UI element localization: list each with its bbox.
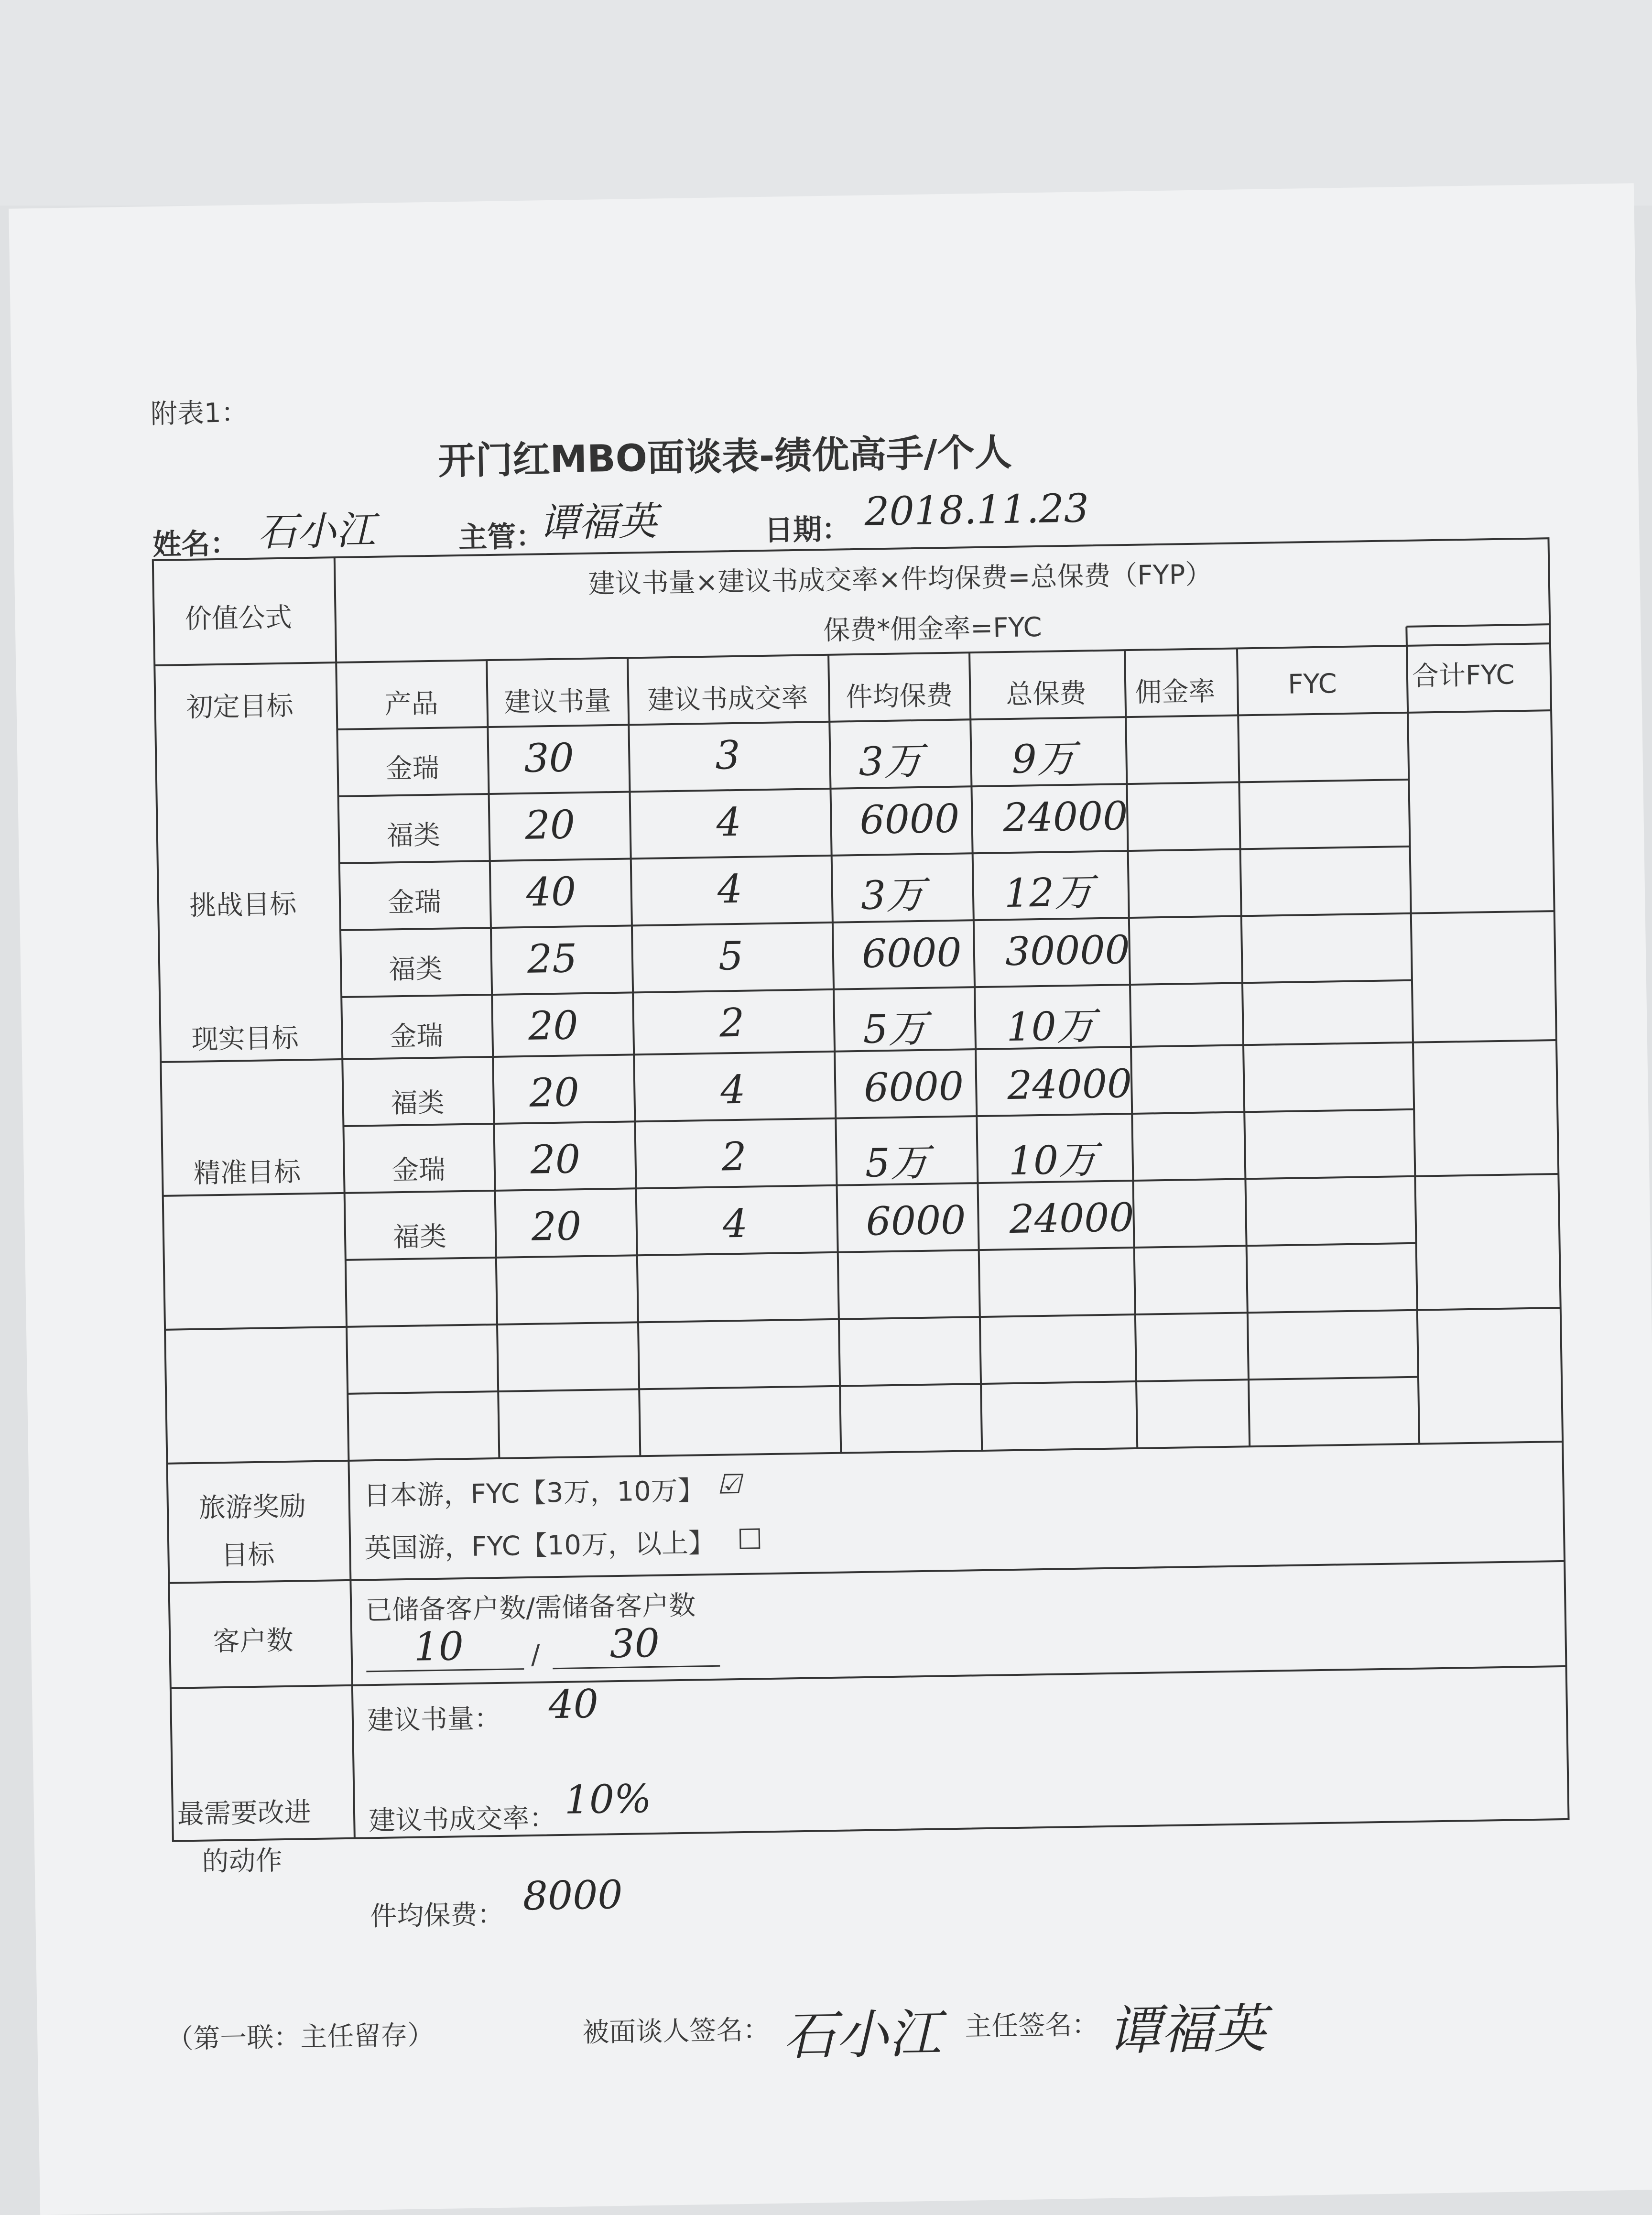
director-label: 主任签名： bbox=[964, 2009, 1099, 2042]
clients-caption: 已储备客户数/需储备客户数 bbox=[365, 1590, 696, 1627]
checkbox-checked-icon: ☑ bbox=[717, 1468, 742, 1500]
qty-cell: 20 bbox=[524, 802, 576, 848]
header-total: 总保费 bbox=[1005, 678, 1087, 711]
improve-label-1: 最需要改进 bbox=[177, 1797, 312, 1830]
date-value: 2018.11.23 bbox=[864, 486, 1089, 535]
rate-cell: 4 bbox=[716, 799, 742, 846]
total-cell: 24000 bbox=[1009, 1194, 1135, 1243]
group-label-initial: 初定目标 bbox=[186, 690, 294, 723]
travel-option-uk: 英国游，FYC【10万，以上】 bbox=[364, 1527, 716, 1564]
product-cell: 金瑞 bbox=[385, 752, 440, 785]
improve-avg-value: 8000 bbox=[522, 1872, 623, 1920]
rate-cell: 4 bbox=[722, 1201, 748, 1247]
qty-cell: 20 bbox=[531, 1204, 582, 1250]
clients-reserved-value: 10 bbox=[413, 1624, 464, 1670]
header-fyc: FYC bbox=[1287, 668, 1337, 700]
group-label-challenge: 挑战目标 bbox=[189, 889, 297, 922]
supervisor-label: 主管： bbox=[458, 520, 545, 555]
formula-line-1: 建议书量×建议书成交率×件均保费=总保费（FYP） bbox=[588, 559, 1213, 600]
qty-cell: 25 bbox=[527, 936, 578, 982]
avg-cell: 6000 bbox=[863, 1064, 964, 1111]
name-label: 姓名： bbox=[152, 527, 239, 562]
improve-rate-value: 10% bbox=[564, 1776, 652, 1823]
checkbox-icon: □ bbox=[737, 1521, 763, 1553]
total-cell: 24000 bbox=[1002, 793, 1129, 841]
copy-note: （第一联：主任留存） bbox=[166, 2020, 435, 2055]
director-signature: 谭福英 bbox=[1108, 1998, 1267, 2062]
avg-cell: 5万 bbox=[862, 1006, 928, 1053]
header-rate: 建议书成交率 bbox=[647, 682, 809, 716]
qty-cell: 30 bbox=[523, 735, 575, 782]
avg-cell: 3万 bbox=[858, 738, 924, 785]
product-cell: 金瑞 bbox=[387, 886, 442, 919]
avg-cell: 6000 bbox=[865, 1197, 967, 1245]
travel-label-2: 目标 bbox=[221, 1539, 275, 1572]
improve-qty-value: 40 bbox=[548, 1681, 599, 1728]
product-cell: 福类 bbox=[386, 819, 441, 852]
form-title: 开门红MBO面谈表-绩优高手/个人 bbox=[437, 431, 1012, 483]
product-cell: 金瑞 bbox=[390, 1020, 444, 1053]
product-cell: 金瑞 bbox=[391, 1154, 446, 1186]
rate-cell: 4 bbox=[720, 1067, 746, 1113]
clients-needed-value: 30 bbox=[609, 1620, 660, 1667]
date-label: 日期： bbox=[764, 512, 851, 547]
rate-cell: 2 bbox=[719, 1000, 745, 1046]
rate-cell: 2 bbox=[721, 1134, 747, 1180]
avg-cell: 5万 bbox=[865, 1140, 930, 1186]
formula-line-2: 保费*佣金率=FYC bbox=[823, 611, 1043, 647]
rate-cell: 3 bbox=[715, 732, 741, 779]
attachment-label: 附表1： bbox=[150, 397, 249, 430]
avg-cell: 6000 bbox=[859, 796, 960, 843]
interviewee-signature: 石小江 bbox=[783, 2003, 942, 2067]
interviewee-label: 被面谈人签名： bbox=[582, 2014, 770, 2049]
product-cell: 福类 bbox=[388, 953, 443, 986]
travel-option-japan: 日本游，FYC【3万，10万】 bbox=[363, 1475, 705, 1512]
header-commission: 佣金率 bbox=[1134, 676, 1216, 708]
product-cell: 福类 bbox=[392, 1221, 447, 1253]
improve-qty-label: 建议书量： bbox=[367, 1703, 501, 1737]
name-value: 石小江 bbox=[257, 508, 376, 555]
total-cell: 10万 bbox=[1008, 1137, 1098, 1184]
header-qty: 建议书量 bbox=[504, 685, 612, 718]
header-product: 产品 bbox=[384, 688, 439, 720]
avg-cell: 3万 bbox=[860, 872, 925, 919]
group-label-realistic: 现实目标 bbox=[191, 1022, 299, 1055]
supervisor-value: 谭福英 bbox=[539, 499, 658, 546]
improve-avg-label: 件均保费： bbox=[370, 1899, 504, 1933]
background-desk bbox=[0, 0, 1652, 206]
qty-cell: 20 bbox=[530, 1137, 581, 1183]
rate-cell: 5 bbox=[718, 933, 744, 979]
total-cell: 30000 bbox=[1005, 927, 1130, 975]
clients-label: 客户数 bbox=[212, 1625, 293, 1658]
rate-cell: 4 bbox=[717, 866, 743, 912]
value-formula-label: 价值公式 bbox=[185, 602, 293, 635]
qty-cell: 20 bbox=[529, 1070, 580, 1116]
avg-cell: 6000 bbox=[861, 930, 962, 977]
header-avg: 件均保费 bbox=[845, 680, 953, 713]
paper-sheet bbox=[9, 183, 1652, 2215]
qty-cell: 40 bbox=[526, 869, 576, 915]
travel-label-1: 旅游奖励 bbox=[198, 1491, 306, 1524]
qty-cell: 20 bbox=[528, 1003, 579, 1049]
total-cell: 10万 bbox=[1006, 1003, 1096, 1051]
group-label-precise: 精准目标 bbox=[193, 1156, 301, 1189]
improve-label-2: 的动作 bbox=[202, 1845, 283, 1878]
header-total-fyc: 合计FYC bbox=[1412, 659, 1515, 692]
total-cell: 9万 bbox=[1011, 736, 1076, 782]
total-cell: 24000 bbox=[1007, 1061, 1132, 1109]
total-cell: 12万 bbox=[1004, 869, 1094, 917]
clients-slash: / bbox=[531, 1639, 541, 1671]
improve-rate-label: 建议书成交率： bbox=[368, 1802, 556, 1837]
product-cell: 福类 bbox=[391, 1087, 445, 1119]
